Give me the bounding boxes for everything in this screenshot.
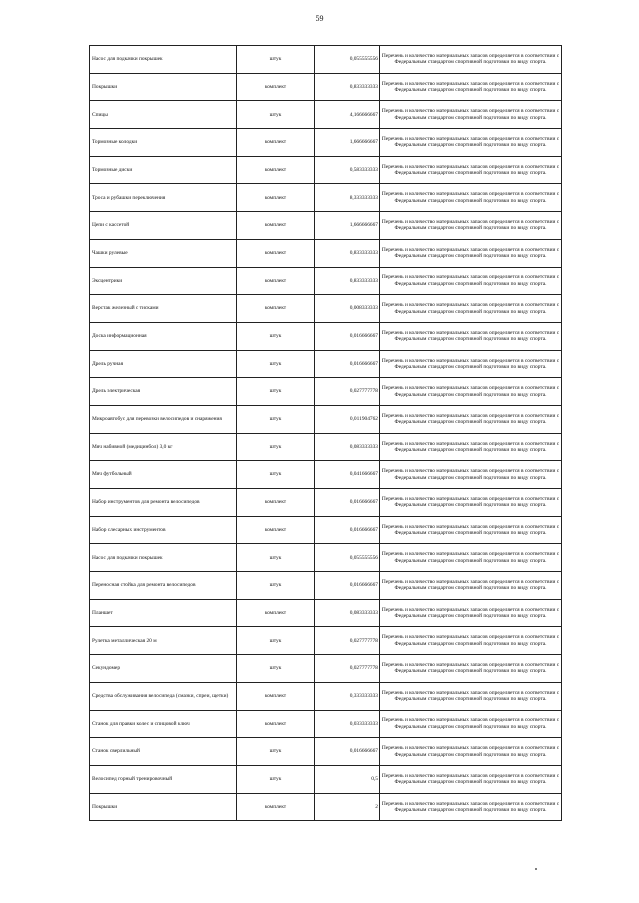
table-row (90, 350, 562, 378)
table-row (90, 322, 562, 350)
unit-cell: штук (237, 765, 315, 793)
item-name-cell: Покрышки (90, 793, 237, 821)
table-row (90, 599, 562, 627)
table-row (90, 433, 562, 461)
table-row (90, 73, 562, 101)
note-cell: Перечень и количество материальных запасов определяется в соответствии с Федеральным стандартом спортивной подготовки по виду спорта. (380, 46, 562, 74)
quantity-cell: 0,055555556 (315, 544, 380, 572)
note-cell: Перечень и количество материальных запасов определяется в соответствии с Федеральным стандартом спортивной подготовки по виду спорта. (380, 461, 562, 489)
unit-cell: штук (237, 433, 315, 461)
table-row (90, 101, 562, 129)
table-row (90, 378, 562, 406)
unit-cell: штук (237, 405, 315, 433)
unit-cell: комплект (237, 212, 315, 240)
quantity-cell: 0,833333333 (315, 73, 380, 101)
note-cell: Перечень и количество материальных запасов определяется в соответствии с Федеральным стандартом спортивной подготовки по виду спорта. (380, 544, 562, 572)
table-row (90, 461, 562, 489)
scan-artifact-dot (535, 868, 537, 870)
item-name-cell: Мяч набивной (медицинбол) 3,0 кг (90, 433, 237, 461)
quantity-cell: 0,016666667 (315, 572, 380, 600)
quantity-cell: 4,166666667 (315, 101, 380, 129)
unit-cell: штук (237, 378, 315, 406)
item-name-cell: Покрышки (90, 73, 237, 101)
materials-table (89, 45, 562, 821)
unit-cell: штук (237, 322, 315, 350)
unit-cell: штук (237, 350, 315, 378)
item-name-cell: Набор инструментов для ремонта велосипедов (90, 489, 237, 517)
table-row (90, 544, 562, 572)
page-number: 59 (315, 14, 324, 23)
item-name-cell: Троса и рубашки переключения (90, 184, 237, 212)
note-cell: Перечень и количество материальных запасов определяется в соответствии с Федеральным стандартом спортивной подготовки по виду спорта. (380, 129, 562, 157)
unit-cell: штук (237, 461, 315, 489)
note-cell: Перечень и количество материальных запасов определяется в соответствии с Федеральным стандартом спортивной подготовки по виду спорта. (380, 73, 562, 101)
note-cell: Перечень и количество материальных запасов определяется в соответствии с Федеральным стандартом спортивной подготовки по виду спорта. (380, 322, 562, 350)
item-name-cell: Средства обслуживания велосипеда (смазки, спреи, щетки) (90, 682, 237, 710)
quantity-cell: 0,333333333 (315, 682, 380, 710)
unit-cell: комплект (237, 599, 315, 627)
item-name-cell: Насос для подкачки покрышек (90, 46, 237, 74)
item-name-cell: Станок сверлильный (90, 738, 237, 766)
item-name-cell: Тормозные диски (90, 156, 237, 184)
table-row (90, 184, 562, 212)
unit-cell: комплект (237, 156, 315, 184)
item-name-cell: Набор слесарных инструментов (90, 516, 237, 544)
unit-cell: штук (237, 46, 315, 74)
note-cell: Перечень и количество материальных запасов определяется в соответствии с Федеральным стандартом спортивной подготовки по виду спорта. (380, 489, 562, 517)
item-name-cell: Планшет (90, 599, 237, 627)
unit-cell: комплект (237, 184, 315, 212)
unit-cell: штук (237, 655, 315, 683)
note-cell: Перечень и количество материальных запасов определяется в соответствии с Федеральным стандартом спортивной подготовки по виду спорта. (380, 350, 562, 378)
table-row (90, 572, 562, 600)
note-cell: Перечень и количество материальных запасов определяется в соответствии с Федеральным стандартом спортивной подготовки по виду спорта. (380, 765, 562, 793)
quantity-cell: 0,833333333 (315, 239, 380, 267)
note-cell: Перечень и количество материальных запасов определяется в соответствии с Федеральным стандартом спортивной подготовки по виду спорта. (380, 655, 562, 683)
item-name-cell: Станок для правки колес и спицовой ключ (90, 710, 237, 738)
note-cell: Перечень и количество материальных запасов определяется в соответствии с Федеральным стандартом спортивной подготовки по виду спорта. (380, 599, 562, 627)
note-cell: Перечень и количество материальных запасов определяется в соответствии с Федеральным стандартом спортивной подготовки по виду спорта. (380, 627, 562, 655)
item-name-cell: Чашки рулевые (90, 239, 237, 267)
item-name-cell: Велосипед горный тренировочный (90, 765, 237, 793)
unit-cell: штук (237, 544, 315, 572)
quantity-cell: 1,666666667 (315, 212, 380, 240)
table-row (90, 46, 562, 74)
unit-cell: штук (237, 572, 315, 600)
unit-cell: штук (237, 101, 315, 129)
quantity-cell: 0,016666667 (315, 489, 380, 517)
table-row (90, 212, 562, 240)
note-cell: Перечень и количество материальных запасов определяется в соответствии с Федеральным стандартом спортивной подготовки по виду спорта. (380, 682, 562, 710)
item-name-cell: Рулетка металлическая 20 м (90, 627, 237, 655)
item-name-cell: Секундомер (90, 655, 237, 683)
unit-cell: комплект (237, 73, 315, 101)
quantity-cell: 0,027777778 (315, 627, 380, 655)
unit-cell: комплект (237, 793, 315, 821)
item-name-cell: Верстак железный с тисками (90, 295, 237, 323)
note-cell: Перечень и количество материальных запасов определяется в соответствии с Федеральным стандартом спортивной подготовки по виду спорта. (380, 572, 562, 600)
note-cell: Перечень и количество материальных запасов определяется в соответствии с Федеральным стандартом спортивной подготовки по виду спорта. (380, 267, 562, 295)
table-row (90, 516, 562, 544)
quantity-cell: 0,027777778 (315, 655, 380, 683)
table-row (90, 239, 562, 267)
item-name-cell: Дрель электрическая (90, 378, 237, 406)
note-cell: Перечень и количество материальных запасов определяется в соответствии с Федеральным стандартом спортивной подготовки по виду спорта. (380, 156, 562, 184)
item-name-cell: Тормозные колодки (90, 129, 237, 157)
note-cell: Перечень и количество материальных запасов определяется в соответствии с Федеральным стандартом спортивной подготовки по виду спорта. (380, 793, 562, 821)
note-cell: Перечень и количество материальных запасов определяется в соответствии с Федеральным стандартом спортивной подготовки по виду спорта. (380, 405, 562, 433)
quantity-cell: 0,833333333 (315, 267, 380, 295)
item-name-cell: Переносная стойка для ремонта велосипедов (90, 572, 237, 600)
table-row (90, 295, 562, 323)
quantity-cell: 0,583333333 (315, 156, 380, 184)
item-name-cell: Дрель ручная (90, 350, 237, 378)
item-name-cell: Мяч футбольный (90, 461, 237, 489)
quantity-cell: 0,5 (315, 765, 380, 793)
quantity-cell: 0,027777778 (315, 378, 380, 406)
note-cell: Перечень и количество материальных запасов определяется в соответствии с Федеральным стандартом спортивной подготовки по виду спорта. (380, 433, 562, 461)
table-row (90, 129, 562, 157)
note-cell: Перечень и количество материальных запасов определяется в соответствии с Федеральным стандартом спортивной подготовки по виду спорта. (380, 239, 562, 267)
note-cell: Перечень и количество материальных запасов определяется в соответствии с Федеральным стандартом спортивной подготовки по виду спорта. (380, 710, 562, 738)
note-cell: Перечень и количество материальных запасов определяется в соответствии с Федеральным стандартом спортивной подготовки по виду спорта. (380, 738, 562, 766)
quantity-cell: 8,333333333 (315, 184, 380, 212)
table-row (90, 156, 562, 184)
quantity-cell: 1,666666667 (315, 129, 380, 157)
table-row (90, 710, 562, 738)
quantity-cell: 0,033333333 (315, 710, 380, 738)
unit-cell: штук (237, 627, 315, 655)
unit-cell: комплект (237, 295, 315, 323)
note-cell: Перечень и количество материальных запасов определяется в соответствии с Федеральным стандартом спортивной подготовки по виду спорта. (380, 295, 562, 323)
item-name-cell: Эксцентрики (90, 267, 237, 295)
note-cell: Перечень и количество материальных запасов определяется в соответствии с Федеральным стандартом спортивной подготовки по виду спорта. (380, 184, 562, 212)
table-row (90, 738, 562, 766)
item-name-cell: Спицы (90, 101, 237, 129)
item-name-cell: Микроавтобус для перевозки велосипедов и снаряжения (90, 405, 237, 433)
note-cell: Перечень и количество материальных запасов определяется в соответствии с Федеральным стандартом спортивной подготовки по виду спорта. (380, 101, 562, 129)
quantity-cell: 0,016666667 (315, 322, 380, 350)
note-cell: Перечень и количество материальных запасов определяется в соответствии с Федеральным стандартом спортивной подготовки по виду спорта. (380, 212, 562, 240)
table-row (90, 793, 562, 821)
quantity-cell: 0,083333333 (315, 433, 380, 461)
item-name-cell: Насос для подкачки покрышек (90, 544, 237, 572)
quantity-cell: 0,011904762 (315, 405, 380, 433)
unit-cell: комплект (237, 489, 315, 517)
note-cell: Перечень и количество материальных запасов определяется в соответствии с Федеральным стандартом спортивной подготовки по виду спорта. (380, 378, 562, 406)
quantity-cell: 0,016666667 (315, 738, 380, 766)
table-row (90, 765, 562, 793)
quantity-cell: 0,016666667 (315, 350, 380, 378)
quantity-cell: 0,008333333 (315, 295, 380, 323)
table-row (90, 627, 562, 655)
item-name-cell: Доска информационная (90, 322, 237, 350)
unit-cell: комплект (237, 267, 315, 295)
unit-cell: комплект (237, 516, 315, 544)
quantity-cell: 0,041666667 (315, 461, 380, 489)
item-name-cell: Цепи с кассетой (90, 212, 237, 240)
table-row (90, 489, 562, 517)
unit-cell: комплект (237, 129, 315, 157)
table-row (90, 655, 562, 683)
unit-cell: штук (237, 738, 315, 766)
quantity-cell: 2 (315, 793, 380, 821)
materials-table-body (90, 46, 562, 821)
quantity-cell: 0,016666667 (315, 516, 380, 544)
unit-cell: комплект (237, 682, 315, 710)
table-row (90, 405, 562, 433)
quantity-cell: 0,055555556 (315, 46, 380, 74)
unit-cell: комплект (237, 710, 315, 738)
table-row (90, 682, 562, 710)
table-row (90, 267, 562, 295)
note-cell: Перечень и количество материальных запасов определяется в соответствии с Федеральным стандартом спортивной подготовки по виду спорта. (380, 516, 562, 544)
unit-cell: комплект (237, 239, 315, 267)
quantity-cell: 0,083333333 (315, 599, 380, 627)
